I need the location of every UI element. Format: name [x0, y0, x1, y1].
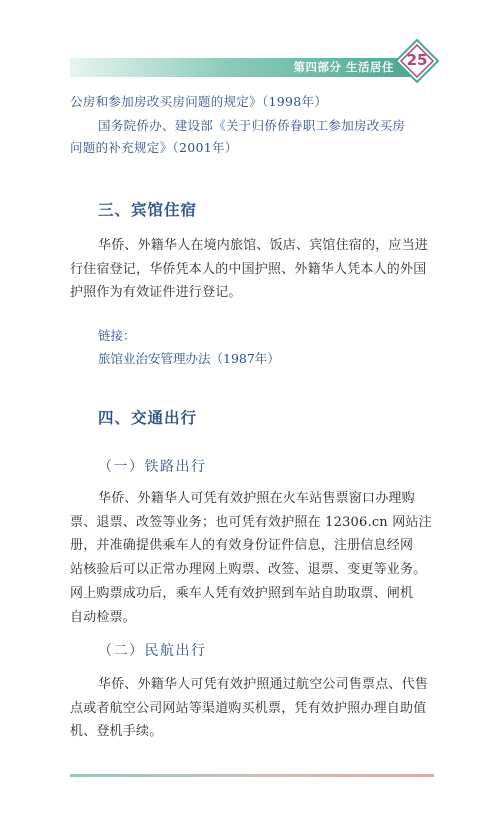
header-bar [70, 58, 418, 77]
paragraph-line: 护照作为有效证件进行登记。 [70, 285, 242, 301]
paragraph-line: 华侨、外籍华人在境内旅馆、饭店、宾馆住宿的，应当进 [98, 238, 429, 253]
paragraph-line: 站核验后可以正常办理网上购票、改签、退票、变更等业务。 [70, 562, 427, 578]
paragraph-hotel [70, 234, 434, 305]
link-text: 旅馆业治安管理办法（1987年） [98, 351, 280, 366]
reference-line: 国务院侨办、建设部《关于归侨侨眷职工参加房改买房 [98, 118, 406, 133]
paragraph-line: 华侨、外籍华人可凭有效护照在火车站售票窗口办理购 [98, 491, 415, 506]
page-number-badge [394, 38, 440, 84]
paragraph-line: 机、登机手续。 [70, 724, 163, 740]
section-label: 第四部分 生活居住 [293, 60, 394, 74]
section-heading-transport: 四、交通出行 [98, 409, 198, 427]
reference-line: 公房和参加房改买房问题的规定》（1998年） [70, 94, 328, 109]
section-heading-hotel: 三、宾馆住宿 [98, 201, 198, 219]
reference-line: 问题的补充规定》（2001年） [70, 140, 238, 155]
page-number: 25 [406, 51, 428, 69]
sub-heading-aviation: （二）民航出行 [98, 643, 207, 659]
paragraph-line: 自动检票。 [70, 609, 137, 625]
paragraph-line: 册，并准确提供乘车人的有效身份证件信息，注册信息经网 [70, 538, 414, 554]
paragraph-line: 行住宿登记，华侨凭本人的中国护照、外籍华人凭本人的外国 [70, 261, 427, 277]
link-label: 链接： [98, 328, 136, 343]
link-block [98, 324, 428, 370]
sub-heading-railway: （一）铁路出行 [98, 459, 207, 475]
paragraph-line: 网上购票成功后，乘车人凭有效护照到车站自助取票、闸机 [70, 585, 414, 601]
paragraph-railway [70, 487, 434, 629]
paragraph-line: 点或者航空公司网站等渠道购买机票，凭有效护照办理自助值 [70, 700, 427, 716]
paragraph-line: 票、退票、改签等业务；也可凭有效护照在 12306.cn 网站注 [70, 514, 432, 530]
paragraph-line: 华侨、外籍华人可凭有效护照通过航空公司售票点、代售 [98, 677, 429, 692]
footer-divider [70, 774, 434, 777]
paragraph-aviation [70, 673, 434, 744]
